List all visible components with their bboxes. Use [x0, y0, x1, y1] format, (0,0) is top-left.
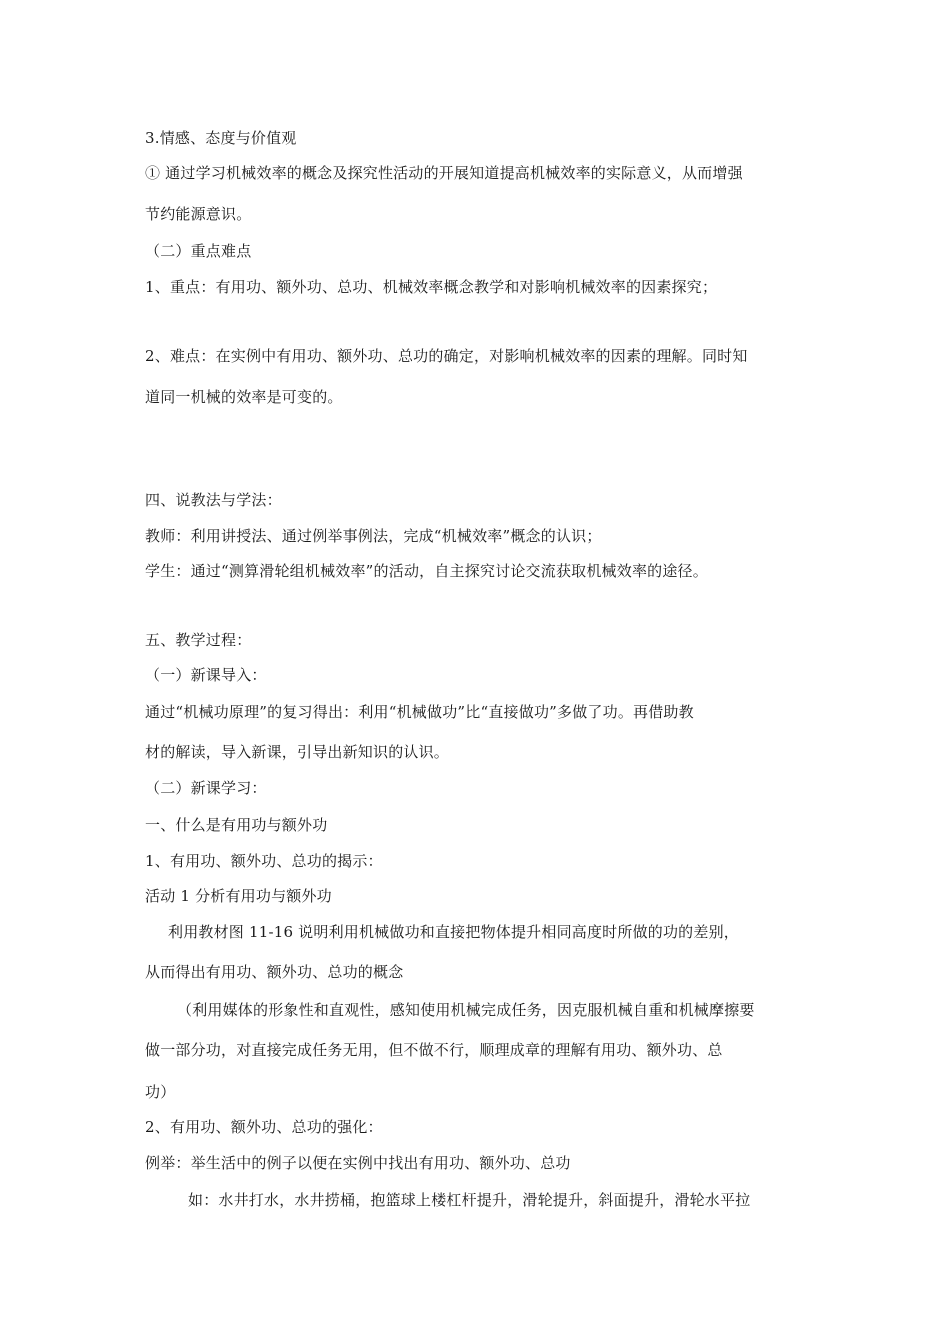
text-line: 2、有用功、额外功、总功的强化： [145, 1118, 383, 1136]
text-line: 做一部分功，对直接完成任务无用，但不做不行，顺理成章的理解有用功、额外功、总 [145, 1041, 723, 1059]
text-line: 学生：通过“测算滑轮组机械效率”的活动，自主探究讨论交流获取机械效率的途径。 [145, 562, 708, 580]
text-line: ① 通过学习机械效率的概念及探究性活动的开展知道提高机械效率的实际意义，从而增强 [145, 164, 743, 182]
text-line: 活动 1 分析有用功与额外功 [145, 887, 332, 905]
section-heading: 五、教学过程： [145, 631, 252, 649]
section-heading: 一、什么是有用功与额外功 [145, 816, 328, 834]
text-line: （利用媒体的形象性和直观性，感知使用机械完成任务，因克服机械自重和机械摩擦要 [177, 1001, 755, 1019]
text-line: 2、难点：在实例中有用功、额外功、总功的确定，对影响机械效率的因素的理解。同时知 [145, 347, 748, 365]
text-line: 功） [145, 1083, 176, 1101]
section-heading: （一）新课导入： [145, 666, 267, 684]
text-line: 1、重点：有用功、额外功、总功、机械效率概念教学和对影响机械效率的因素探究； [145, 278, 718, 296]
section-heading: （二）新课学习： [145, 779, 267, 797]
text-line: 1、有用功、额外功、总功的揭示： [145, 852, 383, 870]
text-line: 教师：利用讲授法、通过例举事例法，完成“机械效率”概念的认识； [145, 527, 602, 545]
text-line: 3.情感、态度与价值观 [145, 129, 297, 147]
text-line: 如：水井打水，水井捞桶，抱篮球上楼杠杆提升，滑轮提升，斜面提升，滑轮水平拉 [188, 1191, 751, 1209]
text-line: 从而得出有用功、额外功、总功的概念 [145, 963, 404, 981]
section-heading: （二）重点难点 [145, 242, 252, 260]
text-line: 例举：举生活中的例子以便在实例中找出有用功、额外功、总功 [145, 1154, 571, 1172]
text-line: 通过“机械功原理”的复习得出：利用“机械做功”比“直接做功”多做了功。再借助教 [145, 703, 694, 721]
text-line: 节约能源意识。 [145, 205, 252, 223]
text-line: 利用教材图 11-16 说明利用机械做功和直接把物体提升相同高度时所做的功的差别， [168, 923, 739, 941]
text-line: 道同一机械的效率是可变的。 [145, 388, 343, 406]
text-line: 材的解读，导入新课，引导出新知识的认识。 [145, 743, 450, 761]
section-heading: 四、说教法与学法： [145, 491, 282, 509]
